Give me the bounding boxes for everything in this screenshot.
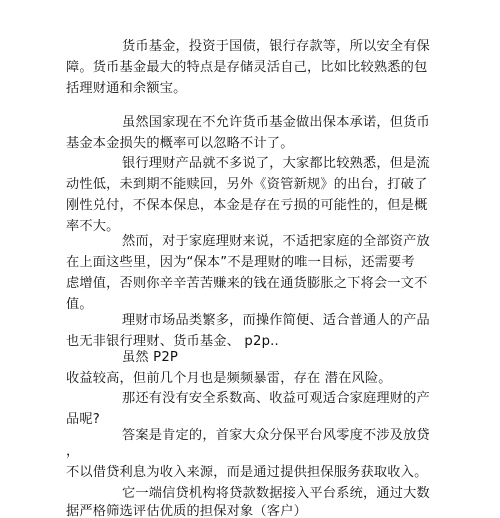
paragraph-line: 它一端信贷机构将贷款数据接入平台系统，通过大数 (122, 486, 430, 501)
paragraph-line: 品呢? (66, 412, 100, 427)
paragraph-line: 值。 (66, 297, 93, 312)
paragraph-line: 基金本金损失的概率可以忽略不计了。 (66, 136, 294, 151)
paragraph-line: 然而，对于家庭理财来说，不适把家庭的全部资产放 (122, 234, 430, 249)
paragraph-line: 那还有没有安全系数高、收益可观适合家庭理财的产 (122, 391, 430, 406)
paragraph-line: 率不大。 (66, 219, 120, 234)
paragraph-line: 收益较高，但前几个月也是频频暴雷，存在 潜在风险。 (66, 371, 392, 386)
paragraph-line: 障。货币基金最大的特点是存储灵活自己，比如比较熟悉的包 (66, 60, 428, 75)
paragraph-line: 刚性兑付，不保本保息，本金是存在亏损的可能性的，但是概 (66, 198, 428, 213)
paragraph-line: ， (66, 444, 80, 459)
paragraph-line: 动性低，未到期不能赎回，另外《资管新规》的出台，打破了 (66, 177, 428, 192)
paragraph-line: 据严格筛选评估优质的担保对象（客户） (66, 504, 307, 518)
paragraph-line: 虽然 P2P (122, 350, 179, 365)
paragraph-line: 银行理财产品就不多说了，大家都比较熟悉，但是流 (122, 156, 430, 171)
paragraph-line: 不以借贷利息为收入来源，而是通过提供担保服务获取收入。 (66, 465, 428, 480)
paragraph-line: 括理财通和余额宝。 (66, 81, 187, 96)
paragraph-line: 理财市场品类繁多，而操作简便、适合普通人的产品 (122, 313, 430, 328)
paragraph-line: 答案是肯定的，首家大众分保平台风零度不涉及放贷 (122, 428, 430, 443)
paragraph-line: 在上面这些里，因为“保本”不是理财的唯一目标，还需要考 (66, 255, 415, 270)
paragraph-line: 虑增值，否则你辛辛苦苦赚来的钱在通货膨胀之下将会一文不 (66, 276, 428, 291)
paragraph-line: 虽然国家现在不允许货币基金做出保本承诺，但货币 (122, 115, 430, 130)
paragraph-line: 货币基金，投资于国债，银行存款等，所以安全有保 (122, 39, 430, 54)
paragraph-line: 也无非银行理财、货币基金、 p2p.. (66, 334, 279, 349)
